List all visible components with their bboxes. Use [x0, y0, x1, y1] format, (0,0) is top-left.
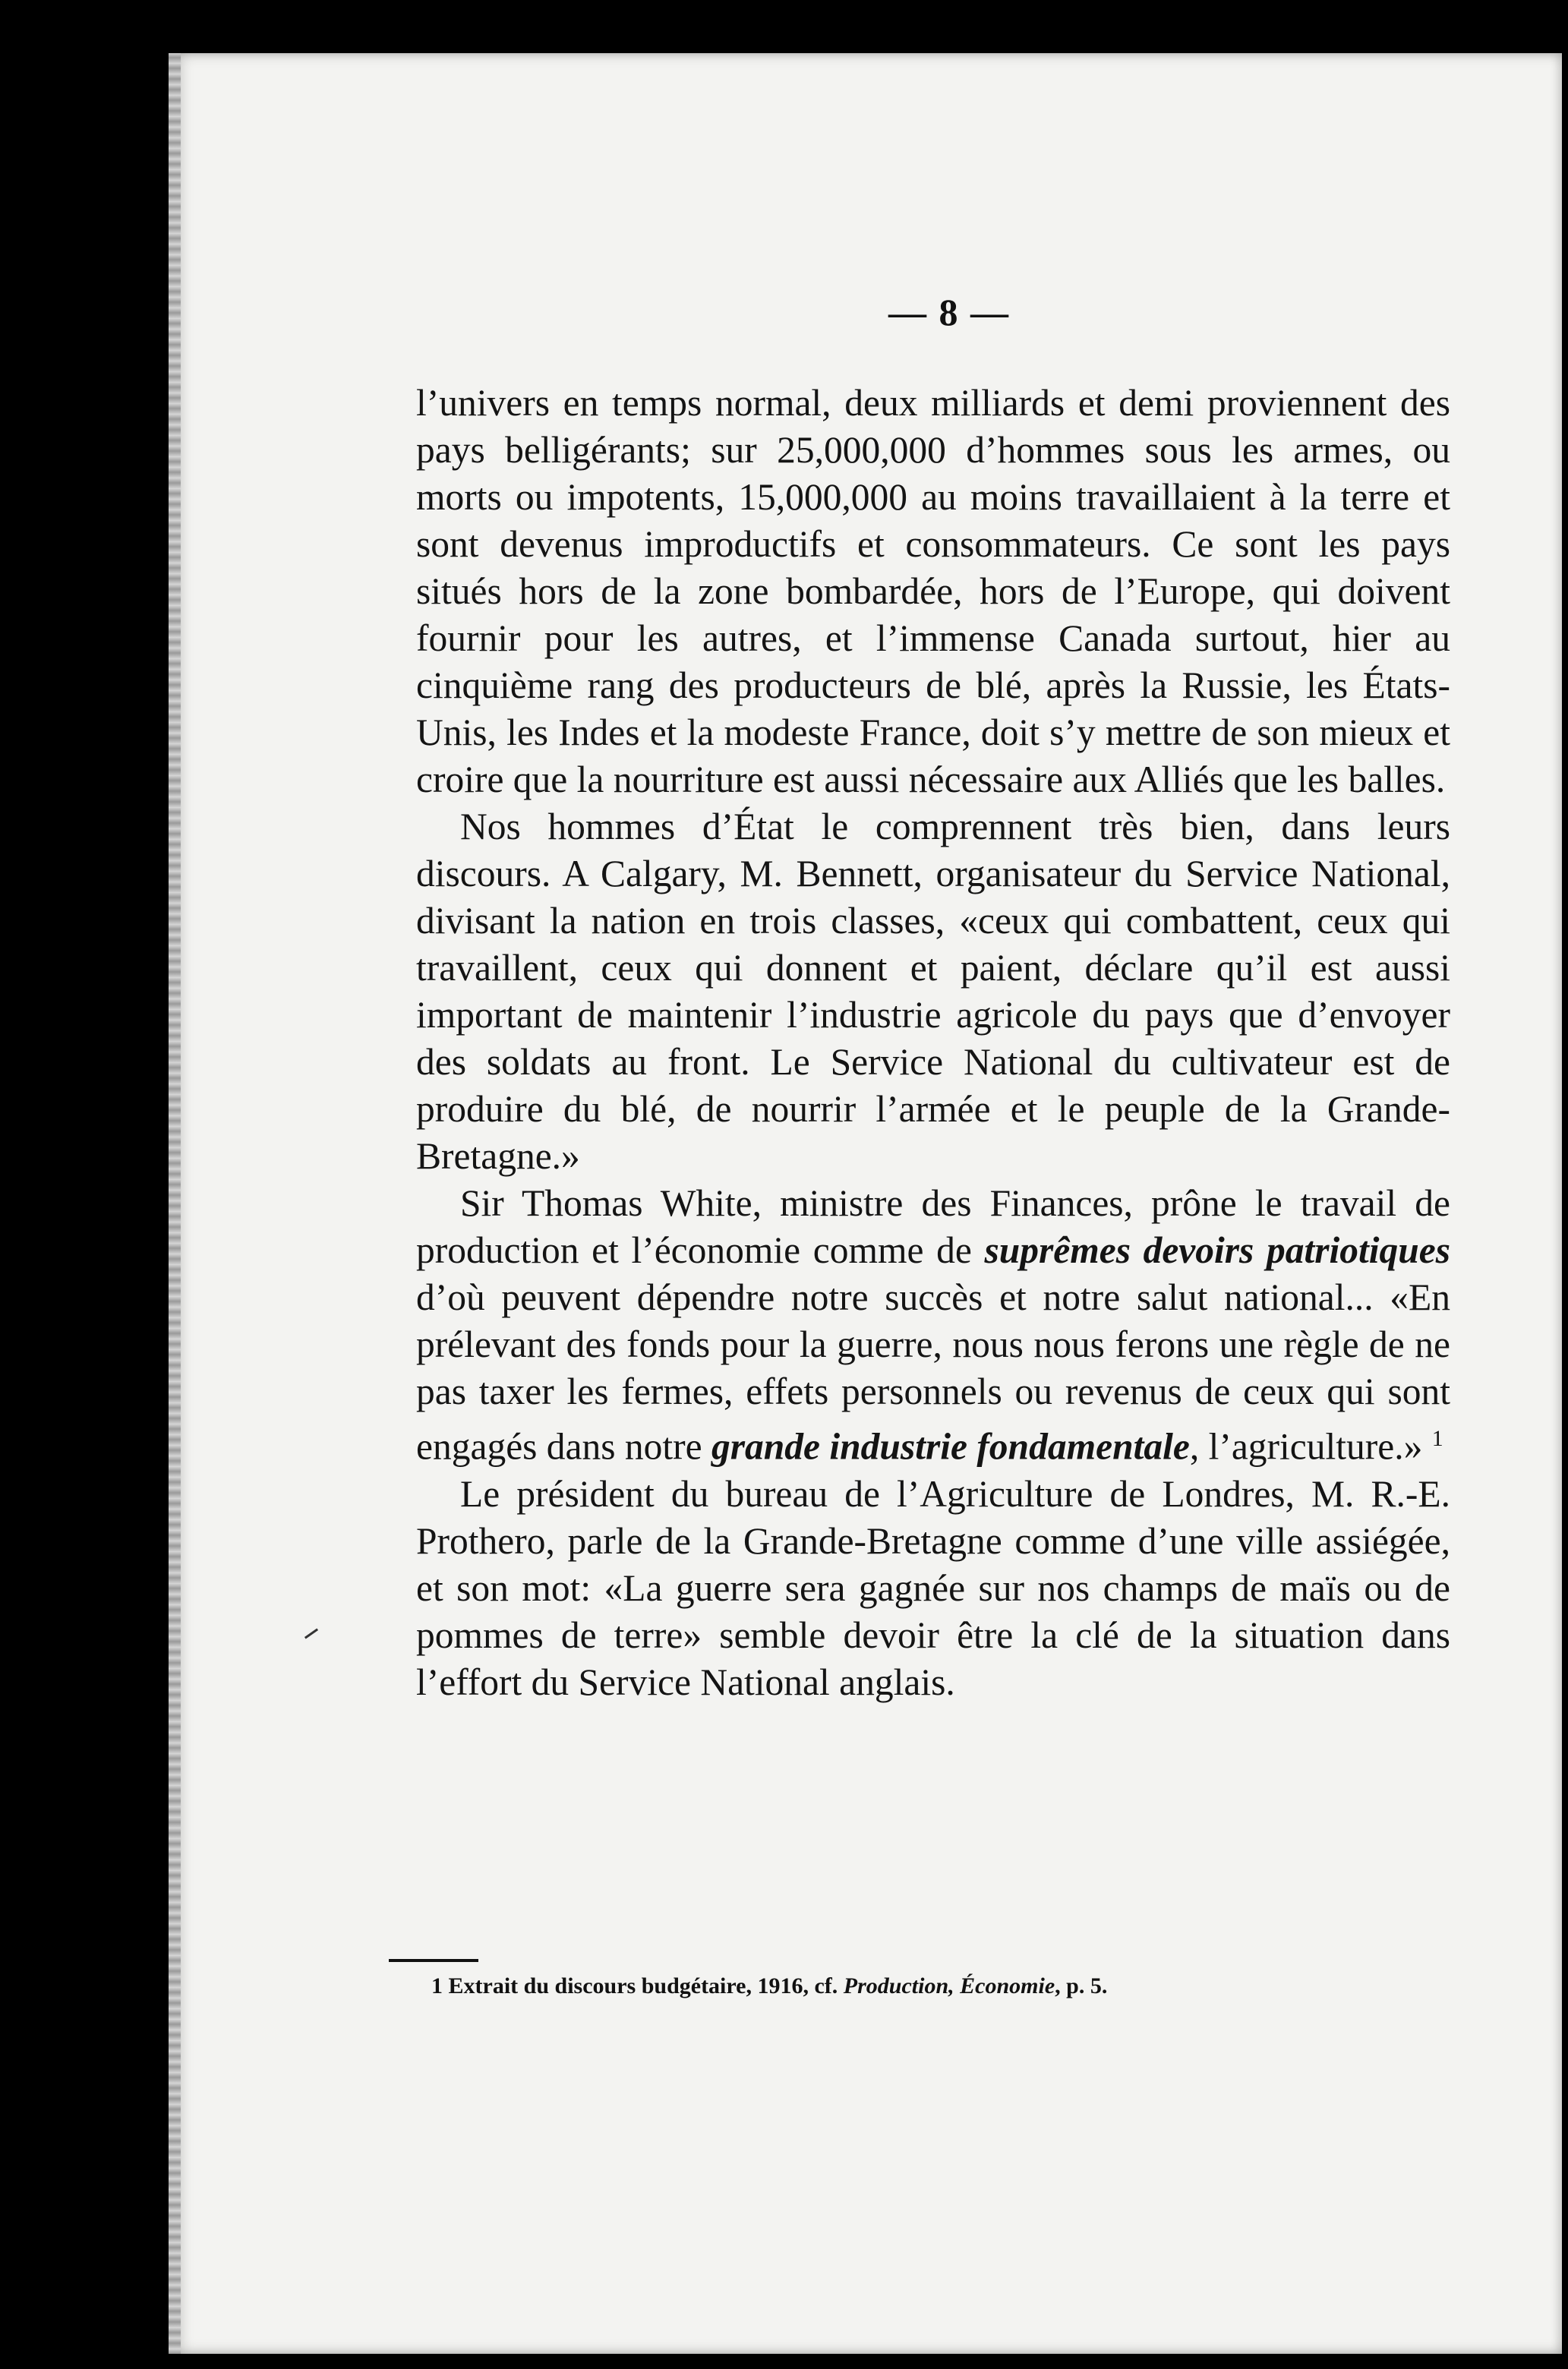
paragraph-1: l’univers en temps normal, deux milliards et demi proviennent des pays belligérants; sur 25,000,000 d’hommes sous les armes, ou morts ou impotents, 15,000,000 au moins travaillaient à la terre et sont devenus improductifs et consommateurs. Ce sont les pays situés hors de la zone bombardée, hors de l’Europe, qui doivent fournir pour les autres, et l’immense Canada surtout, hier au cinquième rang des producteurs de blé, après la Russie, les États-Unis, les Indes et la modeste France, doit s’y mettre de son mieux et croire que la nourriture est aussi nécessaire aux Alliés que les balles. [416, 382, 1450, 800]
footnote-number: 1 [431, 1973, 443, 1998]
paragraph-2: Nos hommes d’État le comprennent très bien, dans leurs discours. A Calgary, M. Bennett, organisateur du Service National, divisant la nation en trois classes, «ceux qui combattent, ceux qui travaillent, ceux qui donnent et paient, déclare qu’il est aussi important de maintenir l’industrie agricole du pays que d’envoyer des soldats au front. Le Service National du cultivateur est de produire du blé, de nourrir l’armée et le peuple de la Grande-Bretagne.» [416, 806, 1450, 1177]
footnote-title: Production, Économie [843, 1973, 1055, 1998]
emphasis-grande-industrie: grande industrie fondamentale [711, 1425, 1190, 1468]
paragraph-3-text-a: Sir Thomas White, ministre des Finances, prône le travail de production et l’économie comme de [416, 1182, 1450, 1271]
emphasis-supremes-devoirs: suprêmes devoirs patriotiques [984, 1229, 1450, 1271]
paragraph-3-text-c: , l’agriculture.» [1189, 1425, 1432, 1468]
footnote-divider [389, 1959, 478, 1962]
footnote-reference: 1 [1431, 1426, 1443, 1451]
paragraph-4: Le président du bureau de l’Agriculture de Londres, M. R.-E. Prothero, parle de la Grande-Bretagne comme d’une ville assiégée, et son mot: «La guerre sera gagnée sur nos champs de maïs ou de pommes de terre» semble devoir être la clé de la situation dans l’effort du Service National anglais. [416, 1472, 1450, 1703]
page-body [416, 380, 1450, 1706]
paragraph-3-text-b: d’où peuvent dépendre notre succès et notre salut national... «En prélevant des fonds pour la guerre, nous nous ferons une règle de ne pas taxer les fermes, effets personnels ou revenus de ceux qui sont engagés dans notre [416, 1276, 1450, 1468]
footnote-text: Extrait du discours budgétaire, 1916, cf. [443, 1973, 844, 1998]
page-number: — 8 — [888, 291, 1010, 333]
footnote [431, 1972, 1418, 2001]
page-binding-edge [169, 53, 181, 2354]
paragraph-3 [416, 1180, 1450, 1471]
footnote-page: , p. 5. [1055, 1973, 1108, 1998]
